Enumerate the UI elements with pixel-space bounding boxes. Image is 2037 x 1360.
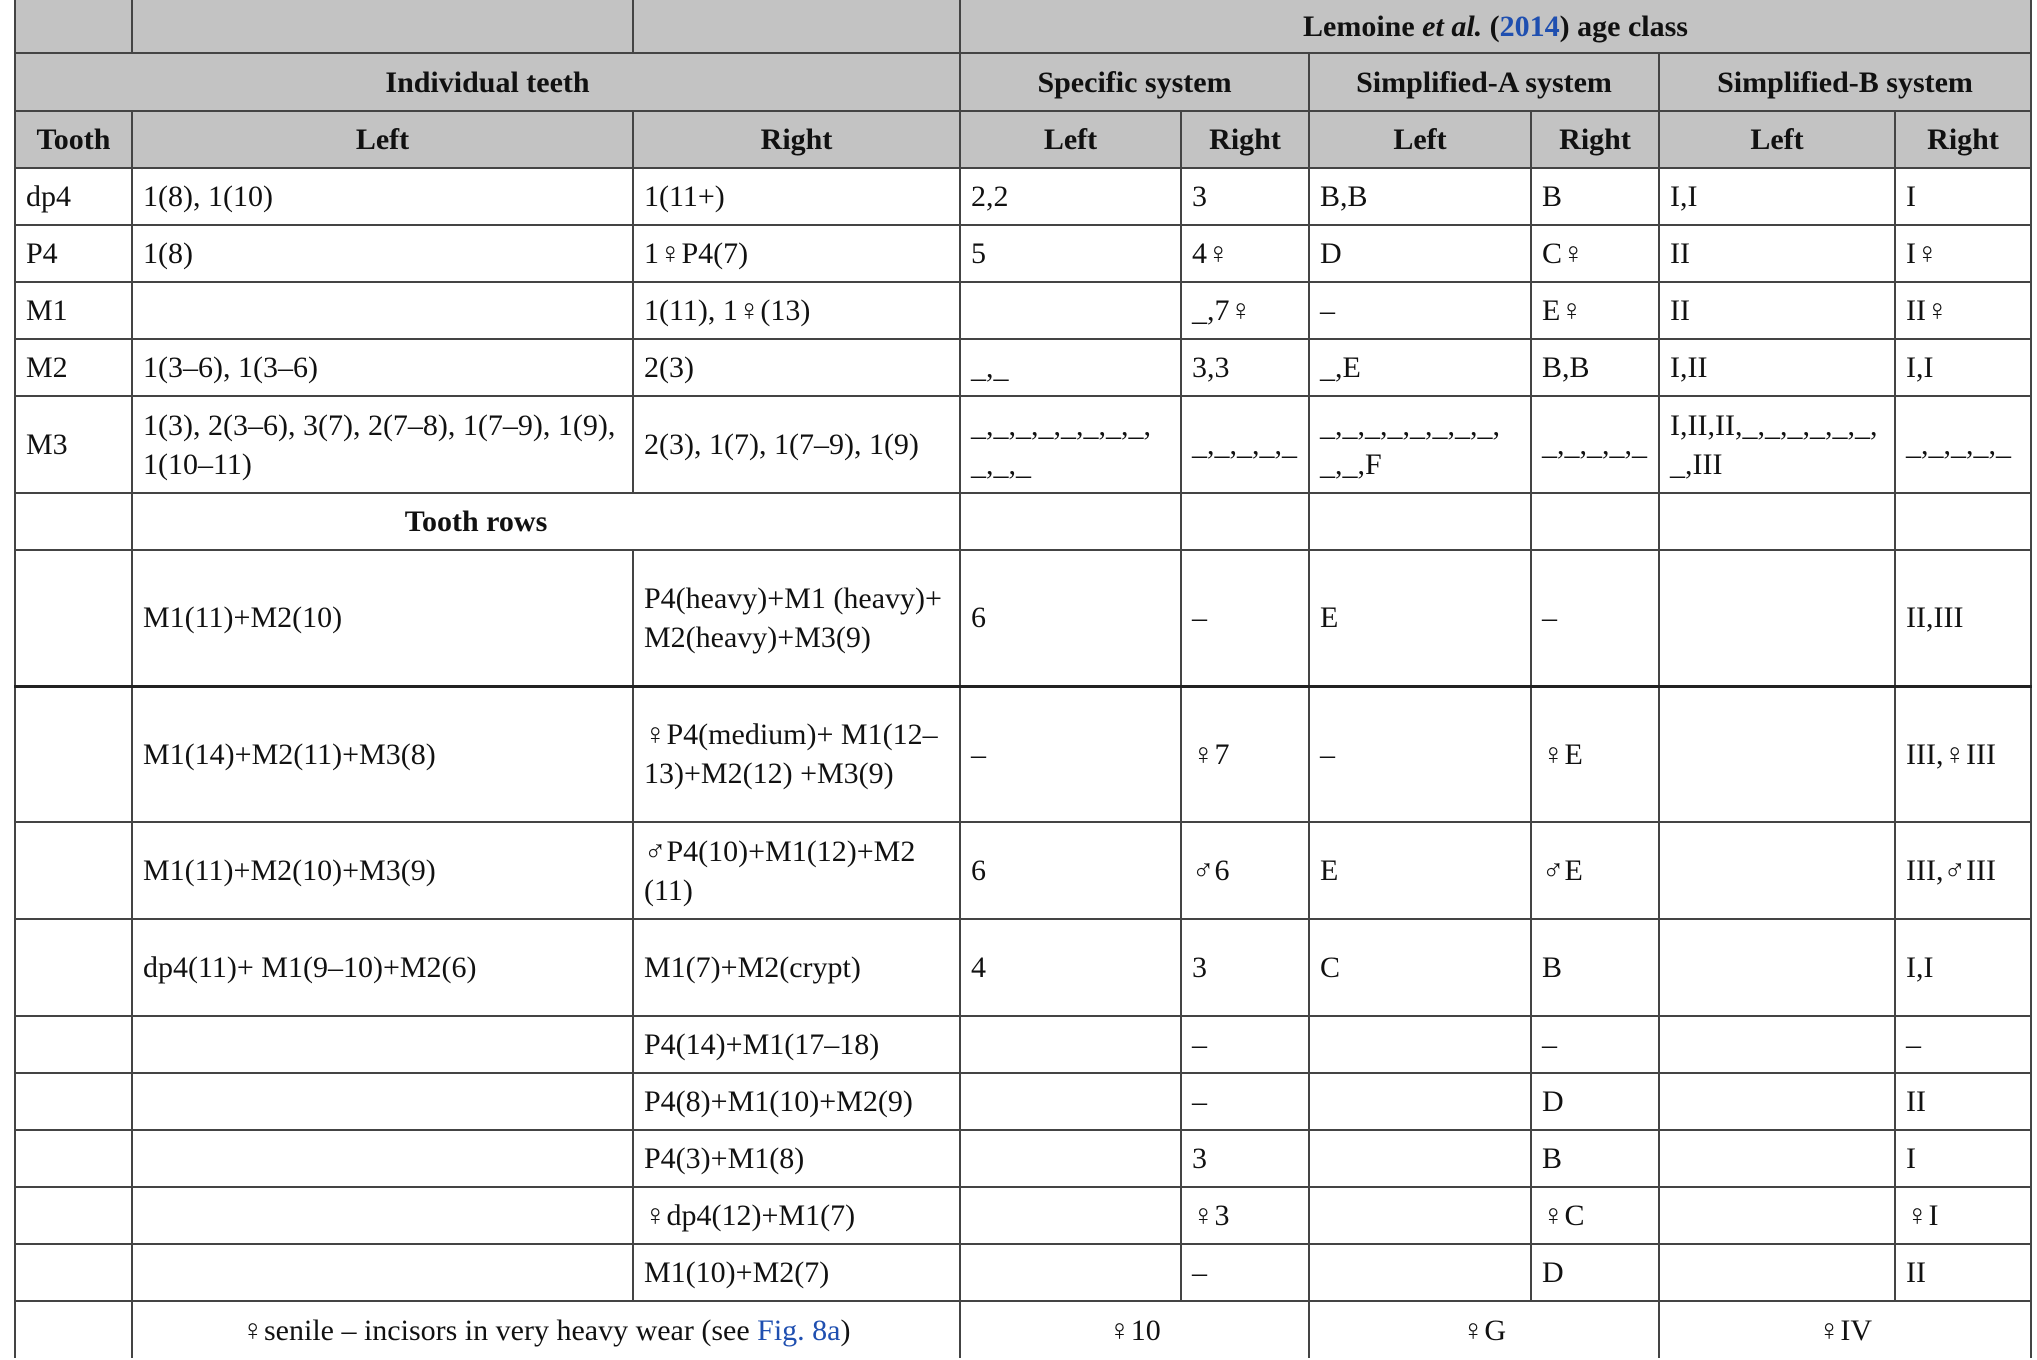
simplified-a-left-cell [1309,1073,1531,1130]
section-blank [1309,493,1531,550]
simplified-a-left-cell: D [1309,225,1531,282]
simplified-b-left-cell [1659,686,1895,822]
simplified-a-left-cell: – [1309,686,1531,822]
simplified-a-right-cell: – [1531,1016,1659,1073]
age-class-etal: et al. [1422,9,1483,43]
specific-right-cell: – [1181,550,1309,686]
table-row [15,1187,2031,1244]
simplified-a-right-cell: D [1531,1244,1659,1301]
left-cell [132,1016,633,1073]
tooth-cell [15,822,132,919]
left-cell: M1(11)+M2(10) [132,550,633,686]
specific-right-cell: 4♀ [1181,225,1309,282]
right-cell: ♀P4(medium)+ M1(12–13)+M2(12) +M3(9) [633,686,960,822]
right-cell: ♀dp4(12)+M1(7) [633,1187,960,1244]
right-header: Right [633,111,960,168]
simplified-b-right-cell: – [1895,1016,2031,1073]
simplified-b-left-cell: I,I [1659,168,1895,225]
specific-right-cell: 3,3 [1181,339,1309,396]
tooth-cell [15,1187,132,1244]
left-cell [132,282,633,339]
age-class-header [960,0,2031,53]
simplified-a-right-cell: ♀E [1531,686,1659,822]
simplified-a-right-cell: B [1531,919,1659,1016]
simplified-a-left-cell: B,B [1309,168,1531,225]
simplified-b-left-cell [1659,550,1895,686]
right-cell: 2(3) [633,339,960,396]
specific-left-cell [960,1187,1181,1244]
specific-left-cell [960,282,1181,339]
age-class-paren: ( [1482,9,1500,43]
specific-right-cell: ♂6 [1181,822,1309,919]
left-cell: M1(11)+M2(10)+M3(9) [132,822,633,919]
specific-right-cell: – [1181,1244,1309,1301]
specific-right-cell: ♀3 [1181,1187,1309,1244]
simplified-a-left-cell: C [1309,919,1531,1016]
specific-left-header: Left [960,111,1181,168]
specific-left-cell: 5 [960,225,1181,282]
simplified-b-left-cell [1659,1187,1895,1244]
age-class-table [14,0,2032,1358]
right-cell: P4(heavy)+M1 (heavy)+ M2(heavy)+M3(9) [633,550,960,686]
right-cell: M1(7)+M2(crypt) [633,919,960,1016]
specific-right-cell: ♀7 [1181,686,1309,822]
table-row [15,919,2031,1016]
tooth-cell: P4 [15,225,132,282]
simplified-a-right-cell: E♀ [1531,282,1659,339]
simplified-b-left-cell [1659,1016,1895,1073]
simplified-b-right-cell: III,♀III [1895,686,2031,822]
specific-right-cell: _,_,_,_,_ [1181,396,1309,493]
simplified-b-right-cell: I,I [1895,919,2031,1016]
tooth-rows-label [132,493,960,550]
header-row-3 [15,111,2031,168]
simplified-b-right-cell: I [1895,168,2031,225]
tooth-cell: dp4 [15,168,132,225]
tooth-header: Tooth [15,111,132,168]
simplified-b-left-cell: II [1659,225,1895,282]
specific-left-cell: 4 [960,919,1181,1016]
simplified-a-left-cell: _,_,_,_,_,_,_,_,_,_,F [1309,396,1531,493]
tooth-cell: M2 [15,339,132,396]
simplified-b-right-cell: II♀ [1895,282,2031,339]
specific-right-cell: 3 [1181,919,1309,1016]
figure-link[interactable]: Fig. 8a [757,1313,841,1347]
tooth-cell [15,1244,132,1301]
section-blank [1895,493,2031,550]
simplified-a-right-cell: – [1531,550,1659,686]
simplified-b-left-cell: I,II [1659,339,1895,396]
simplified-b-left-cell: I,II,II,_,_,_,_,_,_,_,III [1659,396,1895,493]
right-cell: 2(3), 1(7), 1(7–9), 1(9) [633,396,960,493]
section-blank [1659,493,1895,550]
tooth-cell [15,1073,132,1130]
header-row-1 [15,0,2031,53]
specific-left-cell: _,_,_,_,_,_,_,_,_,_,_ [960,396,1181,493]
right-cell: ♂P4(10)+M1(12)+M2 (11) [633,822,960,919]
simplified-b-right-cell: I [1895,1130,2031,1187]
tooth-cell [15,1130,132,1187]
simplified-a-right-cell: B [1531,1130,1659,1187]
simplified-a-left-cell [1309,1187,1531,1244]
age-class-suffix: ) age class [1559,9,1688,43]
table-row [15,822,2031,919]
senile-row [15,1301,2031,1358]
specific-left-cell [960,1244,1181,1301]
left-header: Left [132,111,633,168]
right-cell: P4(8)+M1(10)+M2(9) [633,1073,960,1130]
citation-year-link[interactable]: 2014 [1499,9,1560,43]
specific-right-cell: – [1181,1073,1309,1130]
simplified-a-right-cell: _,_,_,_,_ [1531,396,1659,493]
left-cell: 1(3), 2(3–6), 3(7), 2(7–8), 1(7–9), 1(9), 1(10–11) [132,396,633,493]
specific-right-cell: 3 [1181,1130,1309,1187]
right-cell: P4(14)+M1(17–18) [633,1016,960,1073]
specific-right-cell: _,7♀ [1181,282,1309,339]
table-row [15,396,2031,493]
table-row [15,1130,2031,1187]
left-cell: M1(14)+M2(11)+M3(8) [132,686,633,822]
table-row [15,225,2031,282]
simplified-b-left-cell: II [1659,282,1895,339]
tooth-rows-label-text: Tooth rows [404,505,548,538]
section-blank [960,493,1181,550]
simplified-b-right-header: Right [1895,111,2031,168]
tooth-cell: M3 [15,396,132,493]
table-row [15,550,2031,686]
left-cell: 1(8), 1(10) [132,168,633,225]
left-cell [132,1130,633,1187]
senile-specific: ♀10 [960,1301,1309,1358]
simplified-a-left-cell: E [1309,550,1531,686]
simplified-b-left-header: Left [1659,111,1895,168]
simplified-a-left-header: Left [1309,111,1531,168]
specific-right-cell: 3 [1181,168,1309,225]
tooth-cell [15,1301,132,1358]
simplified-a-right-header: Right [1531,111,1659,168]
age-class-author: Lemoine [1303,9,1423,43]
table-row [15,1016,2031,1073]
section-blank [1181,493,1309,550]
specific-system-header: Specific system [960,53,1309,111]
table-row [15,168,2031,225]
simplified-a-right-cell: C♀ [1531,225,1659,282]
table-row [15,1244,2031,1301]
simplified-b-left-cell [1659,919,1895,1016]
simplified-a-left-cell [1309,1244,1531,1301]
section-blank [1531,493,1659,550]
specific-left-cell [960,1016,1181,1073]
simplified-b-left-cell [1659,1244,1895,1301]
simplified-a-right-cell: B,B [1531,339,1659,396]
individual-teeth-header: Individual teeth [15,53,960,111]
section-blank [15,493,132,550]
simplified-a-right-cell: ♀C [1531,1187,1659,1244]
tooth-cell [15,550,132,686]
right-cell: 1(11), 1♀(13) [633,282,960,339]
simplified-a-right-cell: D [1531,1073,1659,1130]
specific-left-cell: – [960,686,1181,822]
simplified-b-left-cell [1659,822,1895,919]
table-row [15,686,2031,822]
simplified-b-left-cell [1659,1073,1895,1130]
simplified-b-right-cell: _,_,_,_,_ [1895,396,2031,493]
simplified-b-right-cell: ♀I [1895,1187,2031,1244]
tooth-cell [15,1016,132,1073]
specific-left-cell: 2,2 [960,168,1181,225]
simplified-a-right-cell: ♂E [1531,822,1659,919]
table-row [15,339,2031,396]
tooth-cell [15,686,132,822]
left-cell: dp4(11)+ M1(9–10)+M2(6) [132,919,633,1016]
right-cell: P4(3)+M1(8) [633,1130,960,1187]
simplified-b-right-cell: II [1895,1073,2031,1130]
left-cell [132,1187,633,1244]
tooth-cell [15,919,132,1016]
simplified-b-right-cell: II,III [1895,550,2031,686]
table-row [15,1073,2031,1130]
right-cell: 1(11+) [633,168,960,225]
senile-text-suffix: ) [840,1313,851,1347]
simplified-a-left-cell [1309,1130,1531,1187]
simplified-b-right-cell: III,♂III [1895,822,2031,919]
header-blank-2 [132,0,633,53]
simplified-b-right-cell: I♀ [1895,225,2031,282]
header-row-2 [15,53,2031,111]
simplified-a-header: Simplified-A system [1309,53,1659,111]
simplified-b-right-cell: II [1895,1244,2031,1301]
senile-simplified-a: ♀G [1309,1301,1659,1358]
specific-left-cell [960,1073,1181,1130]
simplified-a-left-cell [1309,1016,1531,1073]
specific-right-header: Right [1181,111,1309,168]
specific-left-cell: 6 [960,550,1181,686]
simplified-a-left-cell: _,E [1309,339,1531,396]
senile-description [132,1301,960,1358]
left-cell: 1(3–6), 1(3–6) [132,339,633,396]
left-cell [132,1073,633,1130]
section-row [15,493,2031,550]
right-cell: M1(10)+M2(7) [633,1244,960,1301]
simplified-a-left-cell: E [1309,822,1531,919]
simplified-b-right-cell: I,I [1895,339,2031,396]
left-cell [132,1244,633,1301]
left-cell: 1(8) [132,225,633,282]
specific-left-cell: _,_ [960,339,1181,396]
table-row [15,282,2031,339]
senile-text: ♀senile – incisors in very heavy wear (see [241,1313,758,1347]
simplified-a-left-cell: – [1309,282,1531,339]
specific-right-cell: – [1181,1016,1309,1073]
tooth-cell: M1 [15,282,132,339]
specific-left-cell: 6 [960,822,1181,919]
header-blank-3 [633,0,960,53]
simplified-b-left-cell [1659,1130,1895,1187]
simplified-b-header: Simplified-B system [1659,53,2031,111]
header-blank-1 [15,0,132,53]
simplified-a-right-cell: B [1531,168,1659,225]
right-cell: 1♀P4(7) [633,225,960,282]
senile-simplified-b: ♀IV [1659,1301,2031,1358]
specific-left-cell [960,1130,1181,1187]
